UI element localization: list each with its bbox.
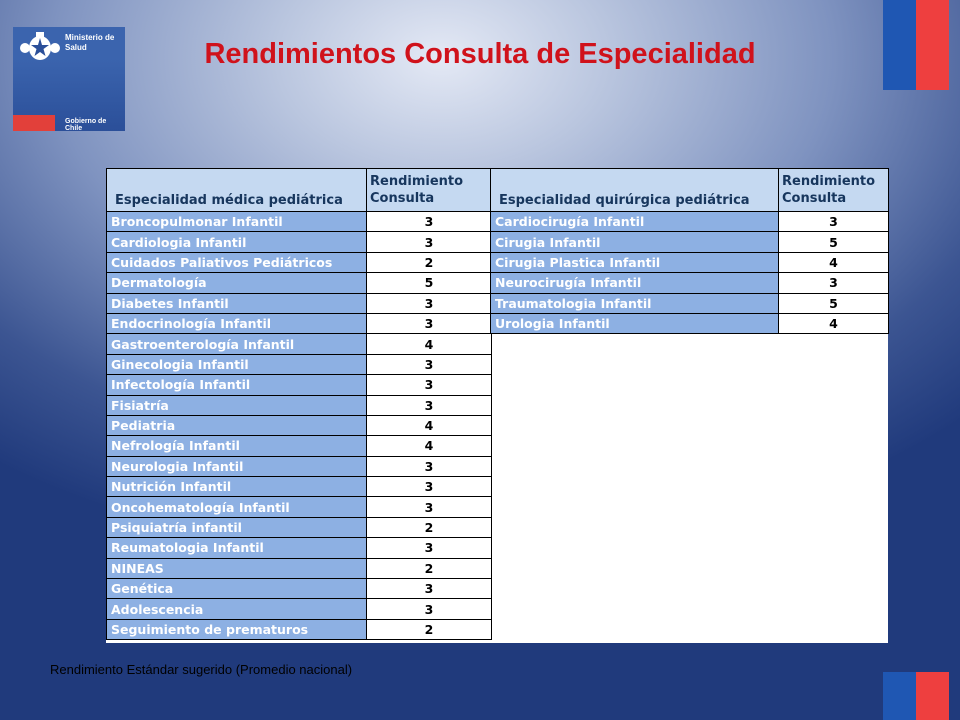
specialty-name-cell: Ginecologia Infantil [107,354,367,374]
specialty-name-cell: Nutrición Infantil [107,477,367,497]
table-row [107,395,492,415]
rendimiento-value-cell: 3 [367,313,492,333]
table-row [107,497,492,517]
table-row [107,477,492,497]
rendimiento-value-cell: 5 [779,293,889,313]
rendimiento-value-cell: 3 [779,212,889,232]
specialty-name-cell: Urologia Infantil [491,313,779,333]
rendimiento-value-cell: 3 [367,293,492,313]
table-row [107,252,492,272]
specialty-name-cell: Gastroenterología Infantil [107,334,367,354]
specialty-name-cell: Cardiocirugía Infantil [491,212,779,232]
specialty-name-cell: Pediatria [107,415,367,435]
rendimiento-value-cell: 3 [367,538,492,558]
specialty-name-cell: Neurologia Infantil [107,456,367,476]
table-row [107,273,492,293]
specialty-name-cell: Traumatologia Infantil [491,293,779,313]
specialty-name-cell: Oncohematología Infantil [107,497,367,517]
specialty-name-cell: Neurocirugía Infantil [491,273,779,293]
table-header-row [491,169,889,212]
specialty-name-cell: Fisiatría [107,395,367,415]
table-row [107,293,492,313]
column-header-rendimiento: Rendimiento Consulta [779,169,889,212]
rendimiento-value-cell: 4 [779,313,889,333]
logo-bottom-text: Gobierno de Chile [65,118,107,132]
rendimiento-value-cell: 3 [367,212,492,232]
specialty-name-cell: Nefrología Infantil [107,436,367,456]
rendimiento-value-cell: 5 [367,273,492,293]
rendimiento-value-cell: 2 [367,252,492,272]
table-row [491,252,889,272]
rendimiento-value-cell: 2 [367,558,492,578]
column-header-rendimiento: Rendimiento Consulta [367,169,492,212]
specialty-name-cell: Cirugia Plastica Infantil [491,252,779,272]
logo-red-band [13,115,55,131]
table-row [107,375,492,395]
rendimiento-value-cell: 3 [367,395,492,415]
table-row [491,293,889,313]
table-row [107,619,492,639]
specialty-name-cell: Psiquiatría infantil [107,517,367,537]
rendimiento-value-cell: 3 [367,579,492,599]
table-row [491,273,889,293]
column-header-specialty: Especialidad quirúrgica pediátrica [491,169,779,212]
table-row [491,212,889,232]
footnote: Rendimiento Estándar sugerido (Promedio nacional) [50,662,353,677]
specialty-name-cell: Genética [107,579,367,599]
table-row [107,313,492,333]
rendimiento-value-cell: 3 [367,354,492,374]
table-row [107,232,492,252]
table-row [107,436,492,456]
table-row [107,354,492,374]
table-row [107,538,492,558]
rendimiento-value-cell: 4 [779,252,889,272]
table-row [107,456,492,476]
table-row [491,232,889,252]
specialty-name-cell: Cardiologia Infantil [107,232,367,252]
specialty-name-cell: Cirugia Infantil [491,232,779,252]
rendimiento-value-cell: 3 [779,273,889,293]
specialty-name-cell: Adolescencia [107,599,367,619]
specialty-name-cell: Dermatología [107,273,367,293]
rendimiento-value-cell: 3 [367,456,492,476]
specialty-name-cell: Broncopulmonar Infantil [107,212,367,232]
column-header-specialty: Especialidad médica pediátrica [107,169,367,212]
table-row [107,579,492,599]
specialty-name-cell: Reumatologia Infantil [107,538,367,558]
flag-stripes-bottom [883,672,949,720]
rendimiento-value-cell: 2 [367,517,492,537]
rendimiento-value-cell: 2 [367,619,492,639]
table-row [107,517,492,537]
page-title: Rendimientos Consulta de Especialidad [204,38,756,70]
specialty-name-cell: Seguimiento de prematuros [107,619,367,639]
specialty-name-cell: Diabetes Infantil [107,293,367,313]
medical-specialties-table [106,168,492,640]
specialty-name-cell: Infectología Infantil [107,375,367,395]
rendimiento-value-cell: 5 [779,232,889,252]
logo-line2: Salud [65,43,87,52]
specialty-name-cell: NINEAS [107,558,367,578]
surgical-specialties-table [490,168,889,334]
table-row [107,212,492,232]
rendimiento-value-cell: 3 [367,599,492,619]
table-header-row [107,169,492,212]
table-row [491,313,889,333]
table-row [107,599,492,619]
table-row [107,334,492,354]
rendimiento-value-cell: 4 [367,436,492,456]
specialty-name-cell: Cuidados Paliativos Pediátricos [107,252,367,272]
rendimiento-value-cell: 4 [367,415,492,435]
rendimiento-value-cell: 3 [367,232,492,252]
table-row [107,558,492,578]
specialty-name-cell: Endocrinología Infantil [107,313,367,333]
rendimiento-value-cell: 3 [367,375,492,395]
rendimiento-value-cell: 4 [367,334,492,354]
rendimiento-value-cell: 3 [367,497,492,517]
logo-line1: Ministerio de [65,33,115,42]
rendimiento-value-cell: 3 [367,477,492,497]
table-row [107,415,492,435]
